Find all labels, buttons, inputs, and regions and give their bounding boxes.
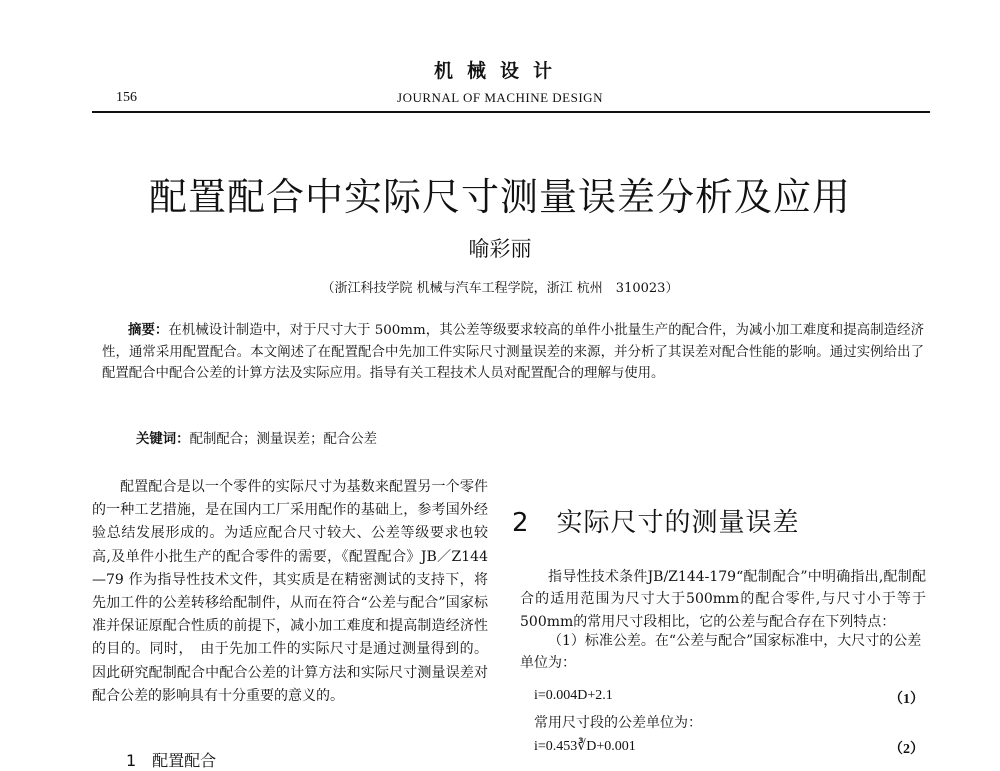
section-2-heading: 2 实际尺寸的测量误差	[512, 508, 800, 538]
standard-tolerance-item: （1）标准公差。在“公差与配合”国家标准中，大尺寸的公差单位为：	[520, 633, 922, 672]
equation-1-number: （1）	[889, 692, 924, 707]
equation-2-formula: i=0.453∛D+0.001	[534, 739, 636, 754]
journal-title-cn: 机械设计	[433, 60, 566, 82]
equation-2	[534, 738, 924, 755]
section-1-heading: 1 配置配合	[126, 751, 217, 770]
section-2-paragraph: 指导性技术条件JB/Z144-179“配制配合”中明确指出,配制配合的适用范围为尺寸大于500mm的配合零件,与尺寸小于等于500mm的常用尺寸段相比，它的公差与配合存在下列特点：	[520, 569, 926, 630]
equation-1-formula: i=0.004D+2.1	[534, 688, 613, 703]
keywords	[136, 428, 377, 447]
keywords-label: 关键词：	[136, 431, 190, 447]
article-title: 配置配合中实际尺寸测量误差分析及应用	[148, 175, 851, 219]
equation-1	[534, 688, 924, 707]
equation-2-number: （2）	[889, 742, 924, 757]
abstract-text: 在机械设计制造中，对于尺寸大于 500mm，其公差等级要求较高的单件小批量生产的配合件，为减小加工难度和提高制造经济性，通常采用配置配合。本文阐述了在配置配合中先加工件实际尺寸测量误差的来源，并分析了其误差对配合性能的影响。通过实例给出了配置配合中配合公差的计算方法及实际应用。指导有关工程技术人员对配置配合的理解与使用。	[102, 323, 924, 381]
abstract-label: 摘要：	[128, 322, 169, 338]
header-rule	[92, 111, 930, 113]
keywords-text: 配制配合；测量误差；配合公差	[189, 432, 378, 447]
intro-paragraph: 配置配合是以一个零件的实际尺寸为基数来配置另一个零件的一种工艺措施，是在国内工厂采用配作的基础上，参考国外经验总结发展形成的。为适应配合尺寸较大、公差等级要求也较高,及单件小批生产的配合零件的需要，《配置配合》JB／Z144—79 作为指导性技术文件，其实质是在精密测试的支持下，将先加工件的公差转移给配制件，从而在符合“公差与配合”国家标准并保证原配合性质的前提下，减小加工难度和提高制造经济性的目的。同时， 由于先加工件的实际尺寸是通过测量得到的。因此研究配制配合中配合公差的计算方法和实际尺寸测量误差对配合公差的影响具有十分重要的意义的。	[92, 479, 488, 704]
equation-2-intro: 常用尺寸段的公差单位为：	[534, 715, 702, 731]
abstract	[102, 320, 924, 385]
page-number: 156	[116, 90, 137, 105]
author-affiliation: （浙江科技学院 机械与汽车工程学院，浙江 杭州 310023）	[321, 281, 679, 296]
journal-title-en: JOURNAL OF MACHINE DESIGN	[397, 90, 603, 105]
author-name: 喻彩丽	[468, 237, 532, 261]
